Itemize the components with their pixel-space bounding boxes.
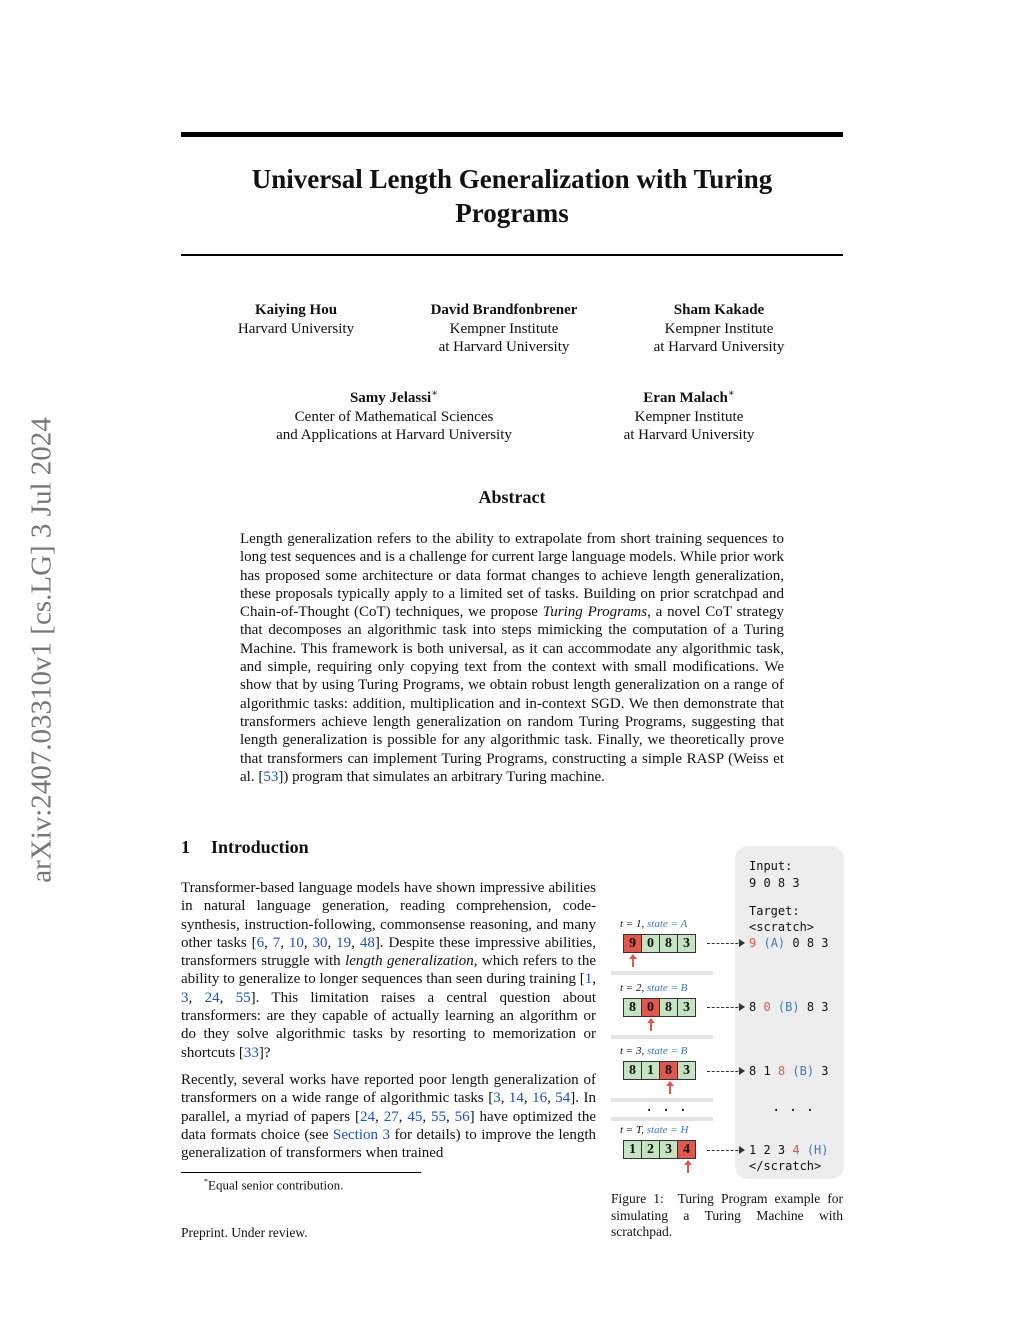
author-affiliation: Kempner Institute bbox=[664, 320, 774, 337]
citation-link[interactable]: 55 bbox=[431, 1108, 446, 1125]
author-affiliation: at Harvard University bbox=[623, 427, 755, 443]
scratch-output-line: 8 1 8 (B) 3 bbox=[749, 1064, 829, 1078]
citation-link[interactable]: 6 bbox=[256, 934, 265, 951]
tape-cell: 3 bbox=[677, 1061, 696, 1080]
step-separator bbox=[611, 971, 713, 975]
citation-link[interactable]: 56 bbox=[454, 1108, 470, 1125]
emphasis: Turing Programs bbox=[542, 604, 648, 621]
author-affiliation: Kempner Institute bbox=[449, 320, 559, 337]
ellipsis-left: . . . bbox=[645, 1099, 688, 1115]
arxiv-identifier: arXiv:2407.03310v1 [cs.LG] 3 Jul 2024 bbox=[25, 417, 58, 883]
tape-cell: 2 bbox=[641, 1140, 660, 1159]
citation-link[interactable]: 19 bbox=[336, 934, 352, 951]
citation-link[interactable]: 14 bbox=[508, 1090, 524, 1107]
head-arrow-icon bbox=[669, 1085, 671, 1094]
citation-link[interactable]: 3 bbox=[493, 1090, 501, 1107]
tape-cell-head: 4 bbox=[677, 1140, 696, 1159]
author-affiliation: Center of Mathematical Sciences bbox=[294, 408, 494, 425]
intro-paragraph-2: Recently, several works have reported poor length generalization of transformers on a wide range of algorithmic tasks [3, 14, 16, 54]. In parallel, a myriad of papers [24, 27, 45, 55, 56] have optimized the data formats choice (see Section 3 for details) to improve the length generalization of transformers when trained bbox=[181, 1072, 596, 1162]
tape-cell: 8 bbox=[659, 934, 678, 953]
caption-text: Turing Program example for simulating a Turing Machine with scratchpad. bbox=[611, 1191, 843, 1240]
citation-link[interactable]: 3 bbox=[181, 989, 189, 1006]
tape bbox=[624, 1140, 696, 1159]
caption-label: Figure 1: bbox=[611, 1191, 664, 1206]
citation-link[interactable]: 1 bbox=[584, 971, 593, 988]
citation-link[interactable]: 33 bbox=[243, 1044, 259, 1061]
author-block bbox=[624, 301, 814, 357]
author-name: David Brandfonbrener bbox=[430, 302, 578, 318]
author-name: Sham Kakade bbox=[673, 302, 765, 318]
title-line-1: Universal Length Generalization with Turing bbox=[251, 164, 773, 194]
head-arrow-icon bbox=[687, 1164, 689, 1173]
tape-cell: 3 bbox=[659, 1140, 678, 1159]
step-label: t = 1, state = A bbox=[620, 918, 688, 930]
tape-cell-head: 8 bbox=[659, 1061, 678, 1080]
head-arrow-icon bbox=[650, 1022, 652, 1031]
section-heading bbox=[181, 837, 309, 858]
target-label: Target: bbox=[749, 904, 800, 918]
preprint-note: Preprint. Under review. bbox=[181, 1225, 308, 1240]
author-affiliation: Kempner Institute bbox=[634, 408, 744, 425]
emphasis: length generalization bbox=[345, 953, 474, 970]
author-affiliation: and Applications at Harvard University bbox=[276, 427, 512, 443]
tape bbox=[624, 934, 696, 953]
tape-cell: 8 bbox=[623, 998, 642, 1017]
step-separator bbox=[611, 1117, 713, 1121]
scratch-close-tag: </scratch> bbox=[749, 1159, 822, 1173]
step-label: t = T, state = H bbox=[620, 1124, 689, 1136]
tape-cell: 1 bbox=[641, 1061, 660, 1080]
tape-cell: 3 bbox=[677, 998, 696, 1017]
citation-link[interactable]: 53 bbox=[263, 768, 279, 785]
scratch-open-tag: <scratch> bbox=[749, 920, 815, 934]
footnote-rule bbox=[181, 1172, 421, 1173]
figure-caption bbox=[611, 1191, 843, 1241]
section-link[interactable]: Section 3 bbox=[333, 1126, 390, 1143]
author-block bbox=[244, 385, 544, 445]
step-label: t = 3, state = B bbox=[620, 1045, 688, 1057]
author-mark: ∗ bbox=[727, 388, 735, 399]
scratch-output-line: 9 (A) 0 8 3 bbox=[749, 936, 829, 950]
dashed-arrow-icon bbox=[707, 1150, 743, 1151]
title-rule-top bbox=[181, 132, 843, 137]
author-mark: ∗ bbox=[431, 388, 439, 399]
author-name: Samy Jelassi bbox=[349, 390, 432, 406]
section-title: Introduction bbox=[211, 837, 309, 857]
tape-cell: 0 bbox=[641, 934, 660, 953]
author-affiliation: at Harvard University bbox=[653, 339, 785, 355]
dashed-arrow-icon bbox=[707, 1007, 743, 1008]
dashed-arrow-icon bbox=[707, 1071, 743, 1072]
tape bbox=[624, 1061, 696, 1080]
citation-link[interactable]: 55 bbox=[235, 989, 251, 1006]
input-value: 9 0 8 3 bbox=[749, 876, 800, 890]
tape-cell-head: 0 bbox=[641, 998, 660, 1017]
citation-link[interactable]: 24 bbox=[360, 1108, 376, 1125]
abstract-text: Length generalization refers to the ability to extrapolate from short training sequences to long test sequences and is a challenge for current large language models. While prior work has proposed some architecture or data format changes to achieve length generalization, these proposals typically apply to a limited set of tasks. Building on prior scratchpad and Chain-of-Thought (CoT) techniques, we propose Turing Programs, a novel CoT strategy that decomposes an algorithmic task into steps mimicking the computation of a Turing Machine. This framework is both universal, as it can accommodate any algorithmic task, and simple, requiring only copying text from the context with small modifications. We show that by using Turing Programs, we obtain robust length generalization on a range of algorithmic tasks: addition, multiplication and in-context SGD. We then demonstrate that transformers achieve length generalization on random Turing Programs, suggesting that length generalization is possible for any algorithmic task. Finally, we theoretically prove that transformers can implement Turing Programs, constructing a simple RASP (Weiss et al. [53]) program that simulates an arbitrary Turing machine. bbox=[240, 531, 784, 785]
author-name: Eran Malach bbox=[643, 390, 728, 406]
ellipsis-right: . . . bbox=[772, 1099, 815, 1115]
citation-link[interactable]: 7 bbox=[272, 934, 281, 951]
citation-link[interactable]: 45 bbox=[407, 1108, 423, 1125]
tape-cell: 8 bbox=[623, 1061, 642, 1080]
input-label: Input: bbox=[749, 859, 793, 873]
citation-link[interactable]: 24 bbox=[204, 989, 220, 1006]
citation-link[interactable]: 16 bbox=[532, 1090, 548, 1107]
step-label: t = 2, state = B bbox=[620, 982, 688, 994]
footnote-text: Equal senior contribution. bbox=[208, 1177, 344, 1193]
citation-link[interactable]: 10 bbox=[288, 934, 304, 951]
footnote-mark: * bbox=[204, 1177, 208, 1186]
tape-cell: 1 bbox=[623, 1140, 642, 1159]
citation-link[interactable]: 48 bbox=[359, 934, 375, 951]
tape-cell-head: 9 bbox=[623, 934, 642, 953]
citation-link[interactable]: 30 bbox=[312, 934, 328, 951]
tape-cell: 8 bbox=[659, 998, 678, 1017]
abstract-heading: Abstract bbox=[478, 487, 546, 507]
step-separator bbox=[611, 1035, 713, 1039]
tape-cell: 3 bbox=[677, 934, 696, 953]
scratch-output-line: 1 2 3 4 (H) bbox=[749, 1143, 829, 1157]
author-block bbox=[404, 301, 604, 357]
author-block bbox=[206, 301, 386, 338]
dashed-arrow-icon bbox=[707, 943, 743, 944]
scratch-output-line: 8 0 (B) 8 3 bbox=[749, 1000, 829, 1014]
citation-link[interactable]: 54 bbox=[555, 1090, 571, 1107]
intro-paragraph-1: Transformer-based language models have shown impressive abilities in natural language generation, reading comprehension, code-synthesis, instruction-following, commonsense reasoning, and many other tasks [6, 7, 10, 30, 19, 48]. Despite these impressive abilities, transformers struggle with length generalization, which refers to the ability to generalize to longer sequences than seen during training [1, 3, 24, 55]. This limitation raises a central question about transformers: are they capable of actually learning an algorithm or do they solve algorithmic tasks by resorting to memorization or shortcuts [33]? bbox=[181, 880, 597, 1061]
title-rule-bottom bbox=[181, 254, 843, 256]
tape bbox=[624, 998, 696, 1017]
citation-link[interactable]: 27 bbox=[383, 1108, 399, 1125]
author-block bbox=[594, 385, 784, 445]
author-affiliation: at Harvard University bbox=[438, 339, 570, 355]
head-arrow-icon bbox=[632, 958, 634, 967]
title-line-2: Programs bbox=[455, 198, 569, 228]
paper-title bbox=[181, 162, 843, 230]
author-affiliation: Harvard University bbox=[237, 320, 355, 337]
section-number: 1 bbox=[181, 837, 190, 857]
author-name: Kaiying Hou bbox=[254, 302, 338, 318]
footnote bbox=[204, 1177, 343, 1193]
